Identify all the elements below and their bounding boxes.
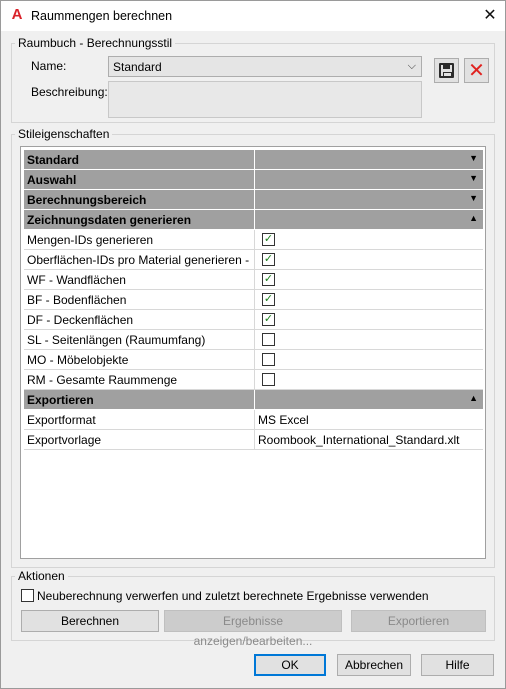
aktionen-legend: Aktionen (18, 569, 65, 583)
property-grid[interactable] (20, 146, 486, 559)
title-bar (1, 1, 505, 31)
category-value-cell (254, 170, 483, 190)
property-checkbox-cell[interactable] (254, 350, 483, 370)
berechnen-button[interactable]: Berechnen (21, 610, 159, 632)
ok-button[interactable]: OK (254, 654, 326, 676)
autocad-logo-icon: A (11, 6, 23, 23)
category-row[interactable] (24, 190, 483, 210)
property-name: MO - Möbelobjekte (27, 353, 129, 367)
category-row[interactable] (24, 210, 483, 230)
property-checkbox[interactable]: ✓ (263, 313, 274, 325)
property-checkbox[interactable] (262, 373, 275, 386)
expand-arrow-icon[interactable]: ▼ (469, 193, 478, 203)
property-checkbox[interactable] (262, 333, 275, 346)
category-name: Standard (27, 153, 80, 167)
property-name: Exportvorlage (27, 433, 102, 447)
property-name: WF - Wandflächen (27, 273, 126, 287)
expand-arrow-icon[interactable]: ▼ (469, 173, 478, 183)
chevron-down-icon: ⌵ (407, 60, 416, 72)
property-value[interactable]: MS Excel (254, 410, 483, 430)
property-checkbox[interactable] (262, 353, 275, 366)
property-row[interactable] (24, 330, 483, 350)
property-name: BF - Bodenflächen (27, 293, 127, 307)
property-checkbox[interactable]: ✓ (263, 233, 274, 245)
property-checkbox[interactable]: ✓ (263, 273, 274, 285)
save-style-button[interactable] (434, 58, 459, 83)
category-value-cell (254, 390, 483, 410)
abbrechen-button[interactable]: Abbrechen (337, 654, 411, 676)
property-checkbox-cell[interactable] (254, 230, 483, 250)
category-row[interactable] (24, 390, 483, 410)
hilfe-button[interactable]: Hilfe (421, 654, 494, 676)
ergebnisse-button[interactable]: Ergebnisse anzeigen/bearbeiten... (164, 610, 342, 632)
collapse-arrow-icon[interactable]: ▲ (469, 393, 478, 403)
category-name: Auswahl (27, 173, 77, 187)
property-row[interactable] (24, 230, 483, 250)
description-field[interactable] (108, 81, 422, 118)
exportieren-button[interactable]: Exportieren (351, 610, 486, 632)
expand-arrow-icon[interactable]: ▼ (469, 153, 478, 163)
window-title: Raummengen berechnen (31, 9, 173, 23)
category-value-cell (254, 150, 483, 170)
property-name: DF - Deckenflächen (27, 313, 134, 327)
property-row[interactable] (24, 290, 483, 310)
property-checkbox-cell[interactable] (254, 310, 483, 330)
category-name: Berechnungsbereich (27, 193, 147, 207)
close-button[interactable]: ✕ (483, 7, 497, 24)
collapse-arrow-icon[interactable]: ▲ (469, 213, 478, 223)
category-row[interactable] (24, 170, 483, 190)
discard-checkbox-box[interactable] (21, 589, 34, 602)
property-name: Exportformat (27, 413, 96, 427)
category-value-cell (254, 190, 483, 210)
property-checkbox-cell[interactable] (254, 270, 483, 290)
delete-icon: ✕ (468, 60, 485, 82)
discard-checkbox-label: Neuberechnung verwerfen und zuletzt berechnete Ergebnisse verwenden (37, 589, 429, 603)
property-checkbox[interactable]: ✓ (263, 253, 274, 265)
property-row[interactable] (24, 250, 483, 270)
name-select-value: Standard (113, 60, 162, 74)
category-name: Zeichnungsdaten generieren (27, 213, 192, 227)
category-row[interactable] (24, 150, 483, 170)
property-row[interactable] (24, 270, 483, 290)
property-row[interactable] (24, 430, 483, 450)
raumbuch-legend: Raumbuch - Berechnungsstil (18, 36, 173, 50)
property-name: SL - Seitenlängen (Raumumfang) (27, 333, 206, 347)
property-row[interactable] (24, 310, 483, 330)
category-value-cell (254, 210, 483, 230)
name-label: Name: (31, 59, 67, 73)
property-checkbox-cell[interactable] (254, 250, 483, 270)
category-name: Exportieren (27, 393, 94, 407)
name-select[interactable] (108, 56, 422, 77)
property-name: Oberflächen-IDs pro Material generieren - (27, 253, 250, 267)
property-row[interactable] (24, 410, 483, 430)
property-checkbox-cell[interactable] (254, 330, 483, 350)
description-label: Beschreibung: (31, 85, 108, 99)
stileigenschaften-legend: Stileigenschaften (18, 127, 110, 141)
property-checkbox-cell[interactable] (254, 370, 483, 390)
property-name: Mengen-IDs generieren (27, 233, 154, 247)
save-icon (439, 63, 454, 78)
property-checkbox-cell[interactable] (254, 290, 483, 310)
property-name: RM - Gesamte Raummenge (27, 373, 178, 387)
property-checkbox[interactable]: ✓ (263, 293, 274, 305)
delete-style-button[interactable] (464, 58, 489, 83)
property-value[interactable]: Roombook_International_Standard.xlt (254, 430, 483, 450)
property-row[interactable] (24, 350, 483, 370)
property-row[interactable] (24, 370, 483, 390)
